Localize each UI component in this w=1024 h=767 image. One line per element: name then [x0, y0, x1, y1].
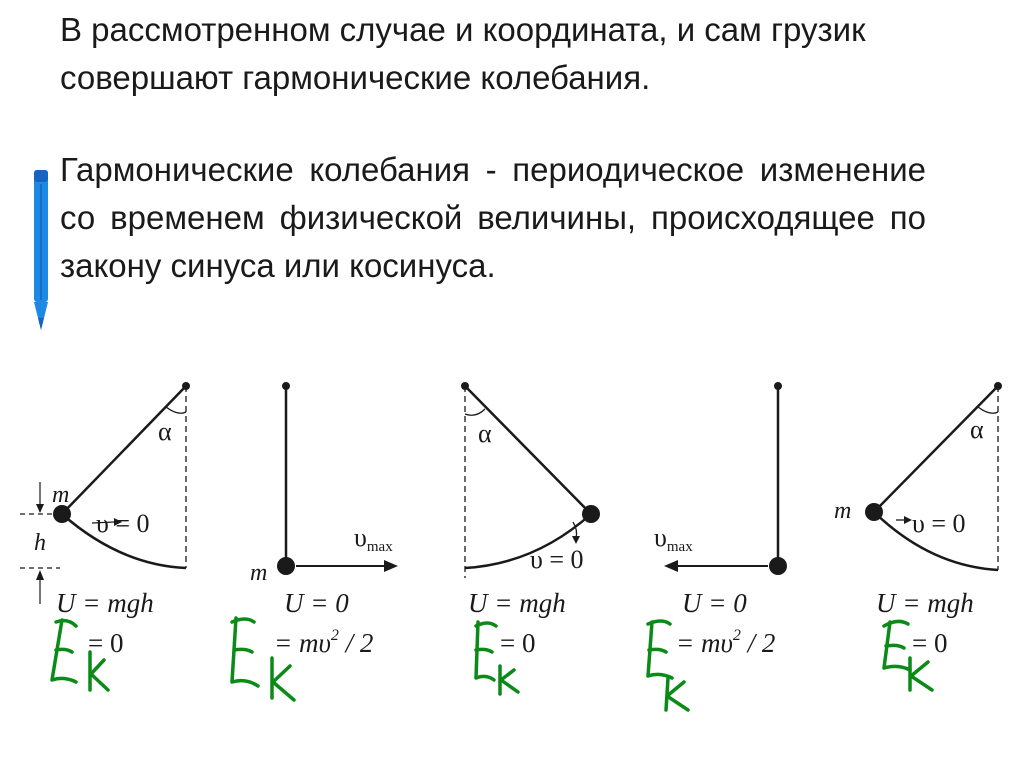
definition-paragraph: Гармонические колебания - периодическое изменение со временем физической величины, происходящее по закону синуса или косинуса. [60, 151, 926, 284]
potential-energy-label: U = 0 [284, 588, 349, 618]
pencil-icon [30, 166, 52, 338]
kinetic-energy-label: = 0 [500, 628, 536, 658]
pendulum-left-extreme-repeat [865, 382, 1002, 570]
potential-energy-label: U = mgh [468, 588, 566, 618]
alpha-label: α [970, 415, 984, 444]
kinetic-energy-label: = 0 [912, 628, 948, 658]
pendulum-left-extreme [20, 382, 190, 604]
kinetic-energy-label: = $m\upsilon^2 / 2$ [274, 627, 374, 658]
pendulum-diagram [0, 360, 1024, 720]
alpha-label: α [478, 419, 492, 448]
velocity-max-label: υmax [354, 523, 393, 555]
potential-energy-label: U = mgh [56, 588, 154, 618]
mass-label: m [52, 482, 70, 508]
alpha-label: α [158, 417, 172, 446]
kinetic-energy-label: = $m\upsilon^2 / 2$ [676, 627, 776, 658]
velocity-zero-label: υ = 0 [912, 509, 966, 538]
height-label: h [34, 530, 46, 556]
mass-label: m [250, 560, 268, 586]
velocity-zero-label: υ = 0 [96, 509, 150, 538]
potential-energy-label: U = mgh [876, 588, 974, 618]
mass-label: m [834, 498, 852, 524]
intro-paragraph: В рассмотренном случае и координата, и сам грузик совершают гармонические колебания. [60, 11, 866, 96]
velocity-zero-label: υ = 0 [530, 545, 584, 574]
velocity-max-label: υmax [654, 523, 693, 555]
kinetic-energy-label: = 0 [88, 628, 124, 658]
potential-energy-label: U = 0 [682, 588, 747, 618]
